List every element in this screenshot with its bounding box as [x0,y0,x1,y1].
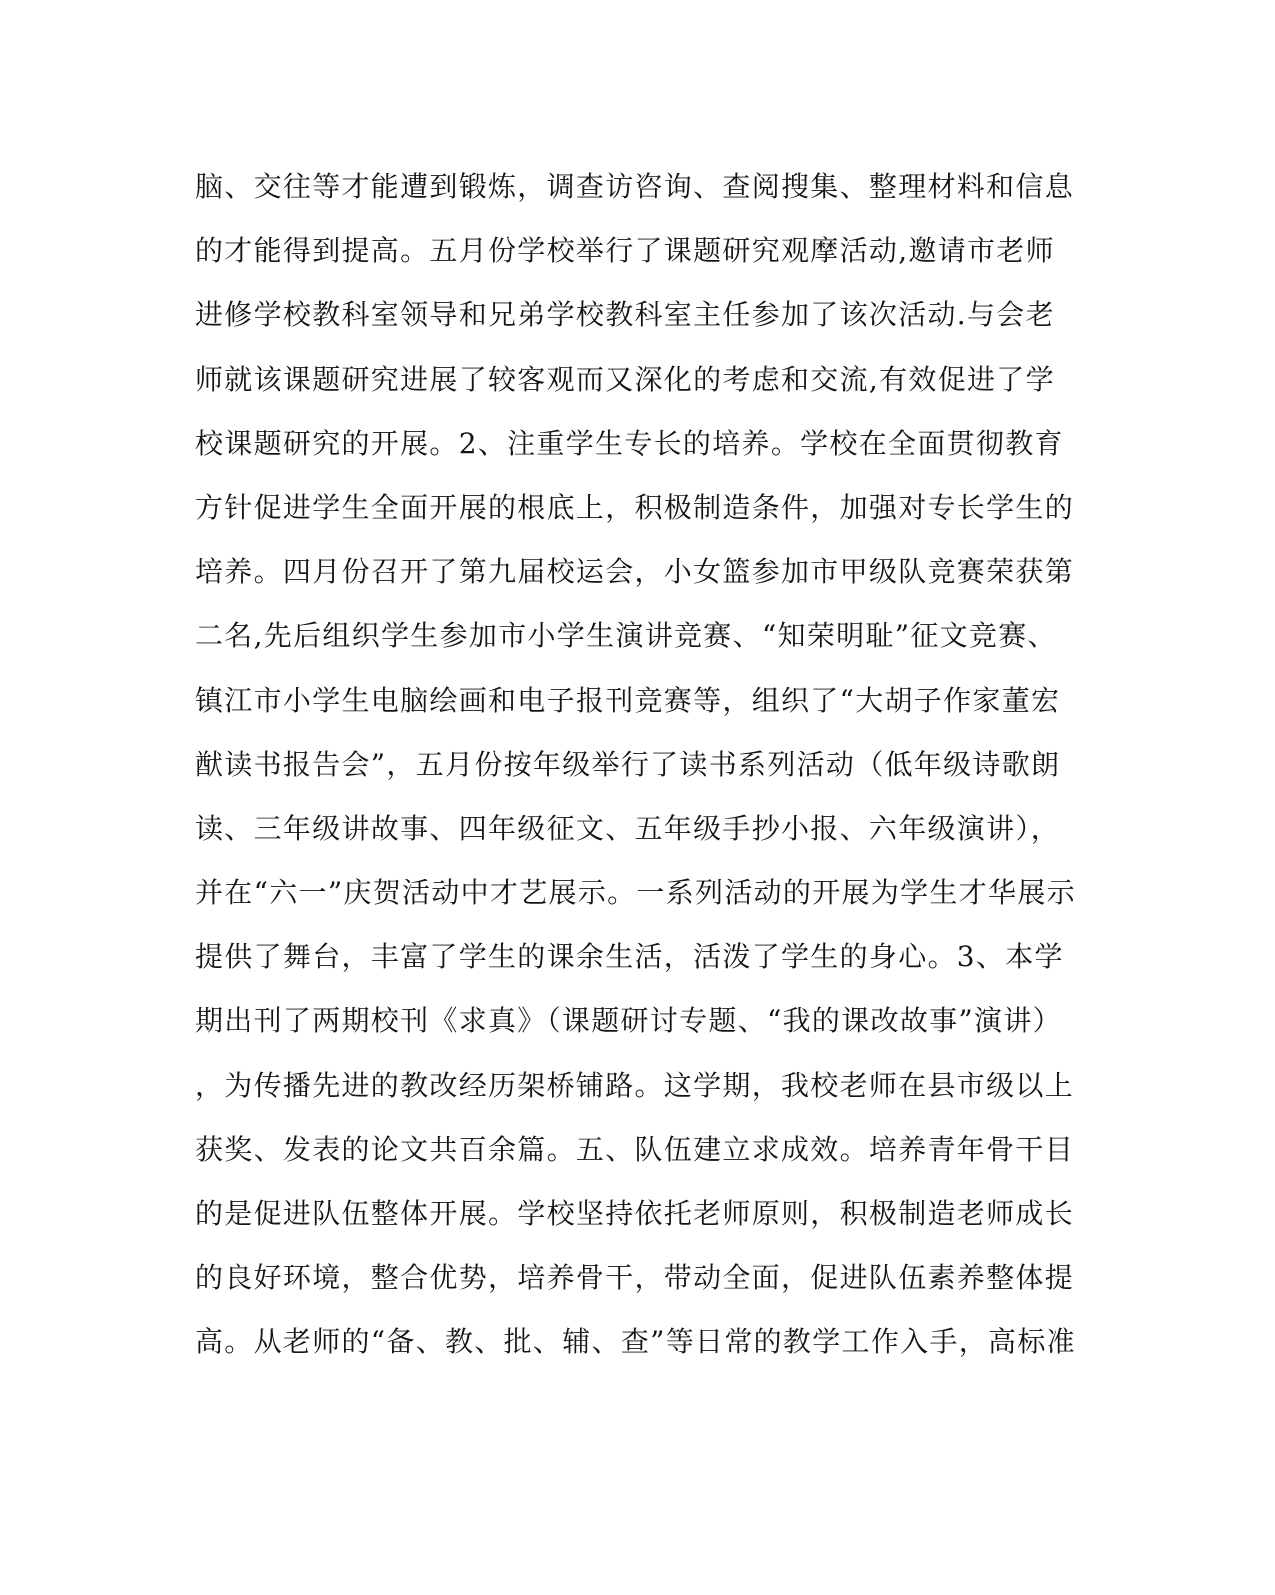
text-line: 二名,先后组织学生参加市小学生演讲竞赛、“知荣明耻”征文竞赛、 [195,619,1057,653]
text-line: 读、三年级讲故事、四年级征文、五年级手抄小报、六年级演讲）， [195,811,1061,845]
text-line: 并在“六一”庆贺活动中才艺展示。一系列活动的开展为学生才华展示 [195,876,1076,910]
text-line: 期出刊了两期校刊《求真》（课题研讨专题、“我的课改故事”演讲） [195,1004,1062,1038]
text-line: ，为传播先进的教改经历架桥铺路。这学期，我校老师在县市级以上 [195,1068,1075,1102]
text-line: 校课题研究的开展。2、注重学生专长的培养。学校在全面贯彻教育 [195,426,1064,460]
text-line: 猷读书报告会”，五月份按年级举行了读书系列活动（低年级诗歌朗 [195,747,1061,781]
text-line: 提供了舞台，丰富了学生的课余生活，活泼了学生的身心。3、本学 [195,940,1064,974]
text-line: 镇江市小学生电脑绘画和电子报刊竞赛等，组织了“大胡子作家董宏 [195,683,1061,717]
body-text [195,162,1075,1382]
text-line: 的良好环境，整合优势，培养骨干，带动全面，促进队伍素养整体提 [195,1261,1075,1295]
text-line: 进修学校教科室领导和兄弟学校教科室主任参加了该次活动.与会老 [195,298,1055,332]
text-line: 方针促进学生全面开展的根底上，积极制造条件，加强对专长学生的 [195,490,1075,524]
text-line: 高。从老师的“备、教、批、辅、查”等日常的教学工作入手，高标准 [195,1325,1076,1359]
text-line: 脑、交往等才能遭到锻炼，调查访咨询、查阅搜集、整理材料和信息 [195,170,1075,203]
text-line: 的才能得到提高。五月份学校举行了课题研究观摩活动,邀请市老师 [195,234,1055,268]
text-line: 师就该课题研究进展了较客观而又深化的考虑和交流,有效促进了学 [195,362,1055,396]
text-line: 培养。四月份召开了第九届校运会，小女篮参加市甲级队竞赛荣获第 [195,555,1075,589]
text-line: 的是促进队伍整体开展。学校坚持依托老师原则，积极制造老师成长 [195,1197,1075,1230]
text-line: 获奖、发表的论文共百余篇。五、队伍建立求成效。培养青年骨干目 [195,1132,1075,1166]
